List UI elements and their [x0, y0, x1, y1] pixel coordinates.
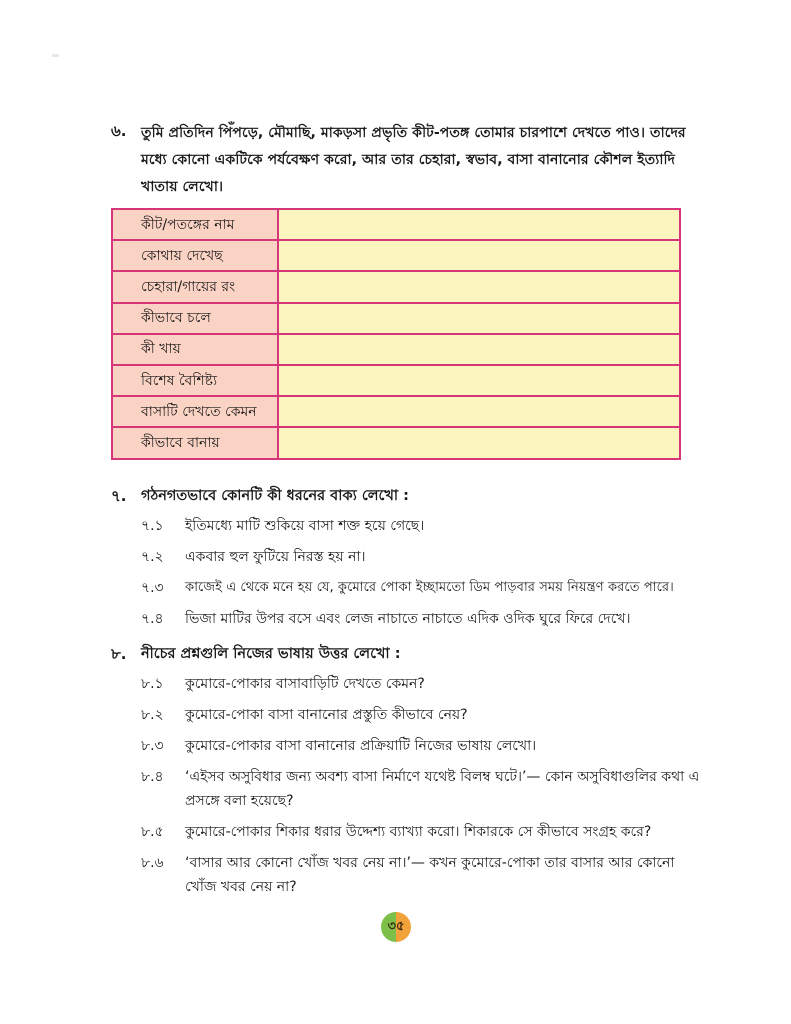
item-text: ‘এইসব অসুবিধার জন্য অবশ্য বাসা নির্মাণে যথেষ্ট বিলম্ব ঘটে।’— কোন অসুবিধাগুলির কথা এ প্রসঙ্গে বলা হয়েছে? [185, 769, 700, 809]
item-number: ৮.২ [141, 707, 164, 723]
row-label: বাসাটি দেখতে কেমন [112, 396, 278, 427]
item-number: ৭.১ [141, 518, 164, 534]
question-6 [113, 120, 713, 201]
row-label: কীভাবে বানায় [112, 427, 278, 458]
list-item [141, 514, 701, 538]
table-row [112, 271, 680, 302]
question-6-number: ৬. [111, 122, 127, 140]
answer-cell[interactable] [278, 365, 680, 396]
table-row [112, 209, 680, 240]
item-text: ভিজা মাটির উপর বসে এবং লেজ নাচাতে নাচাতে এদিক ওদিক ঘুরে ফিরে দেখে। [185, 611, 631, 627]
corner-mark [52, 54, 59, 57]
item-number: ৭.২ [141, 549, 164, 565]
question-7-number: ৭. [111, 487, 127, 505]
question-8-heading: নীচের প্রশ্নগুলি নিজের ভাষায় উত্তর লেখো : [141, 646, 401, 662]
row-label: বিশেষ বৈশিষ্ট্য [112, 365, 278, 396]
answer-cell[interactable] [278, 396, 680, 427]
answer-cell[interactable] [278, 427, 680, 458]
row-label: চেহারা/গায়ের রং [112, 271, 278, 302]
question-7-heading: গঠনগতভাবে কোনটি কী ধরনের বাক্য লেখো : [141, 488, 409, 504]
page-number-badge [381, 912, 411, 942]
question-7 [111, 486, 733, 627]
question-8 [111, 644, 733, 895]
table-row [112, 240, 680, 271]
table-row [112, 365, 680, 396]
row-label: কীট/পতঙ্গের নাম [112, 209, 278, 240]
row-label: কীভাবে চলে [112, 303, 278, 334]
item-number: ৮.৩ [141, 738, 164, 754]
item-number: ৮.৪ [141, 769, 164, 785]
table-row [112, 334, 680, 365]
table-row [112, 303, 680, 334]
list-item [141, 607, 701, 631]
item-number: ৮.৬ [141, 855, 164, 871]
page-number: ৩৫ [387, 918, 405, 934]
answer-cell[interactable] [278, 303, 680, 334]
item-text: একবার হুল ফুটিয়ে নিরস্ত হয় না। [185, 549, 366, 565]
list-item [141, 734, 701, 758]
item-text: কুমোরে-পোকা বাসা বানানোর প্রস্তুতি কীভাবে নেয়? [185, 707, 468, 723]
item-text: ‘বাসার আর কোনো খোঁজ খবর নেয় না।’— কখন কুমোরে-পোকা তার বাসার আর কোনো খোঁজ খবর নেয় না? [185, 855, 675, 895]
list-item [141, 703, 701, 727]
item-number: ৮.১ [141, 676, 164, 692]
item-text: ইতিমধ্যে মাটি শুকিয়ে বাসা শক্ত হয়ে গেছে। [185, 518, 425, 534]
observation-table [111, 208, 681, 460]
item-number: ৮.৫ [141, 824, 164, 840]
question-8-number: ৮. [111, 645, 127, 663]
item-number: ৭.৪ [141, 611, 164, 627]
table-row [112, 427, 680, 458]
row-label: কোথায় দেখেছ [112, 240, 278, 271]
item-number: ৭.৩ [141, 580, 164, 596]
answer-cell[interactable] [278, 209, 680, 240]
list-item [141, 765, 701, 813]
item-text: কুমোরে-পোকার বাসা বানানোর প্রক্রিয়াটি নিজের ভাষায় লেখো। [185, 738, 537, 754]
list-item [141, 545, 701, 569]
question-6-text: তুমি প্রতিদিন পিঁপড়ে, মৌমাছি, মাকড়সা প্রভৃতি কীট-পতঙ্গ তোমার চারপাশে দেখতে পাও। তাদের মধ্যে কোনো একটিকে পর্যবেক্ষণ করো, আর তার চেহারা, স্বভাব, বাসা বানানোর কৌশল ইত্যাদি খাতায় লেখো। [141, 125, 686, 195]
item-text: কুমোরে-পোকার শিকার ধরার উদ্দেশ্য ব্যাখ্যা করো। শিকারকে সে কীভাবে সংগ্রহ করে? [185, 824, 652, 840]
answer-cell[interactable] [278, 271, 680, 302]
answer-cell[interactable] [278, 334, 680, 365]
answer-cell[interactable] [278, 240, 680, 271]
list-item [141, 851, 701, 899]
list-item [141, 820, 701, 844]
item-text: কুমোরে-পোকার বাসাবাড়িটি দেখতে কেমন? [185, 676, 425, 692]
row-label: কী খায় [112, 334, 278, 365]
item-text: কাজেই এ থেকে মনে হয় যে, কুমোরে পোকা ইচ্ছামতো ডিম পাড়বার সময় নিয়ন্ত্রণ করতে পারে। [185, 580, 674, 595]
list-item [141, 672, 701, 696]
table-row [112, 396, 680, 427]
list-item [141, 576, 731, 600]
